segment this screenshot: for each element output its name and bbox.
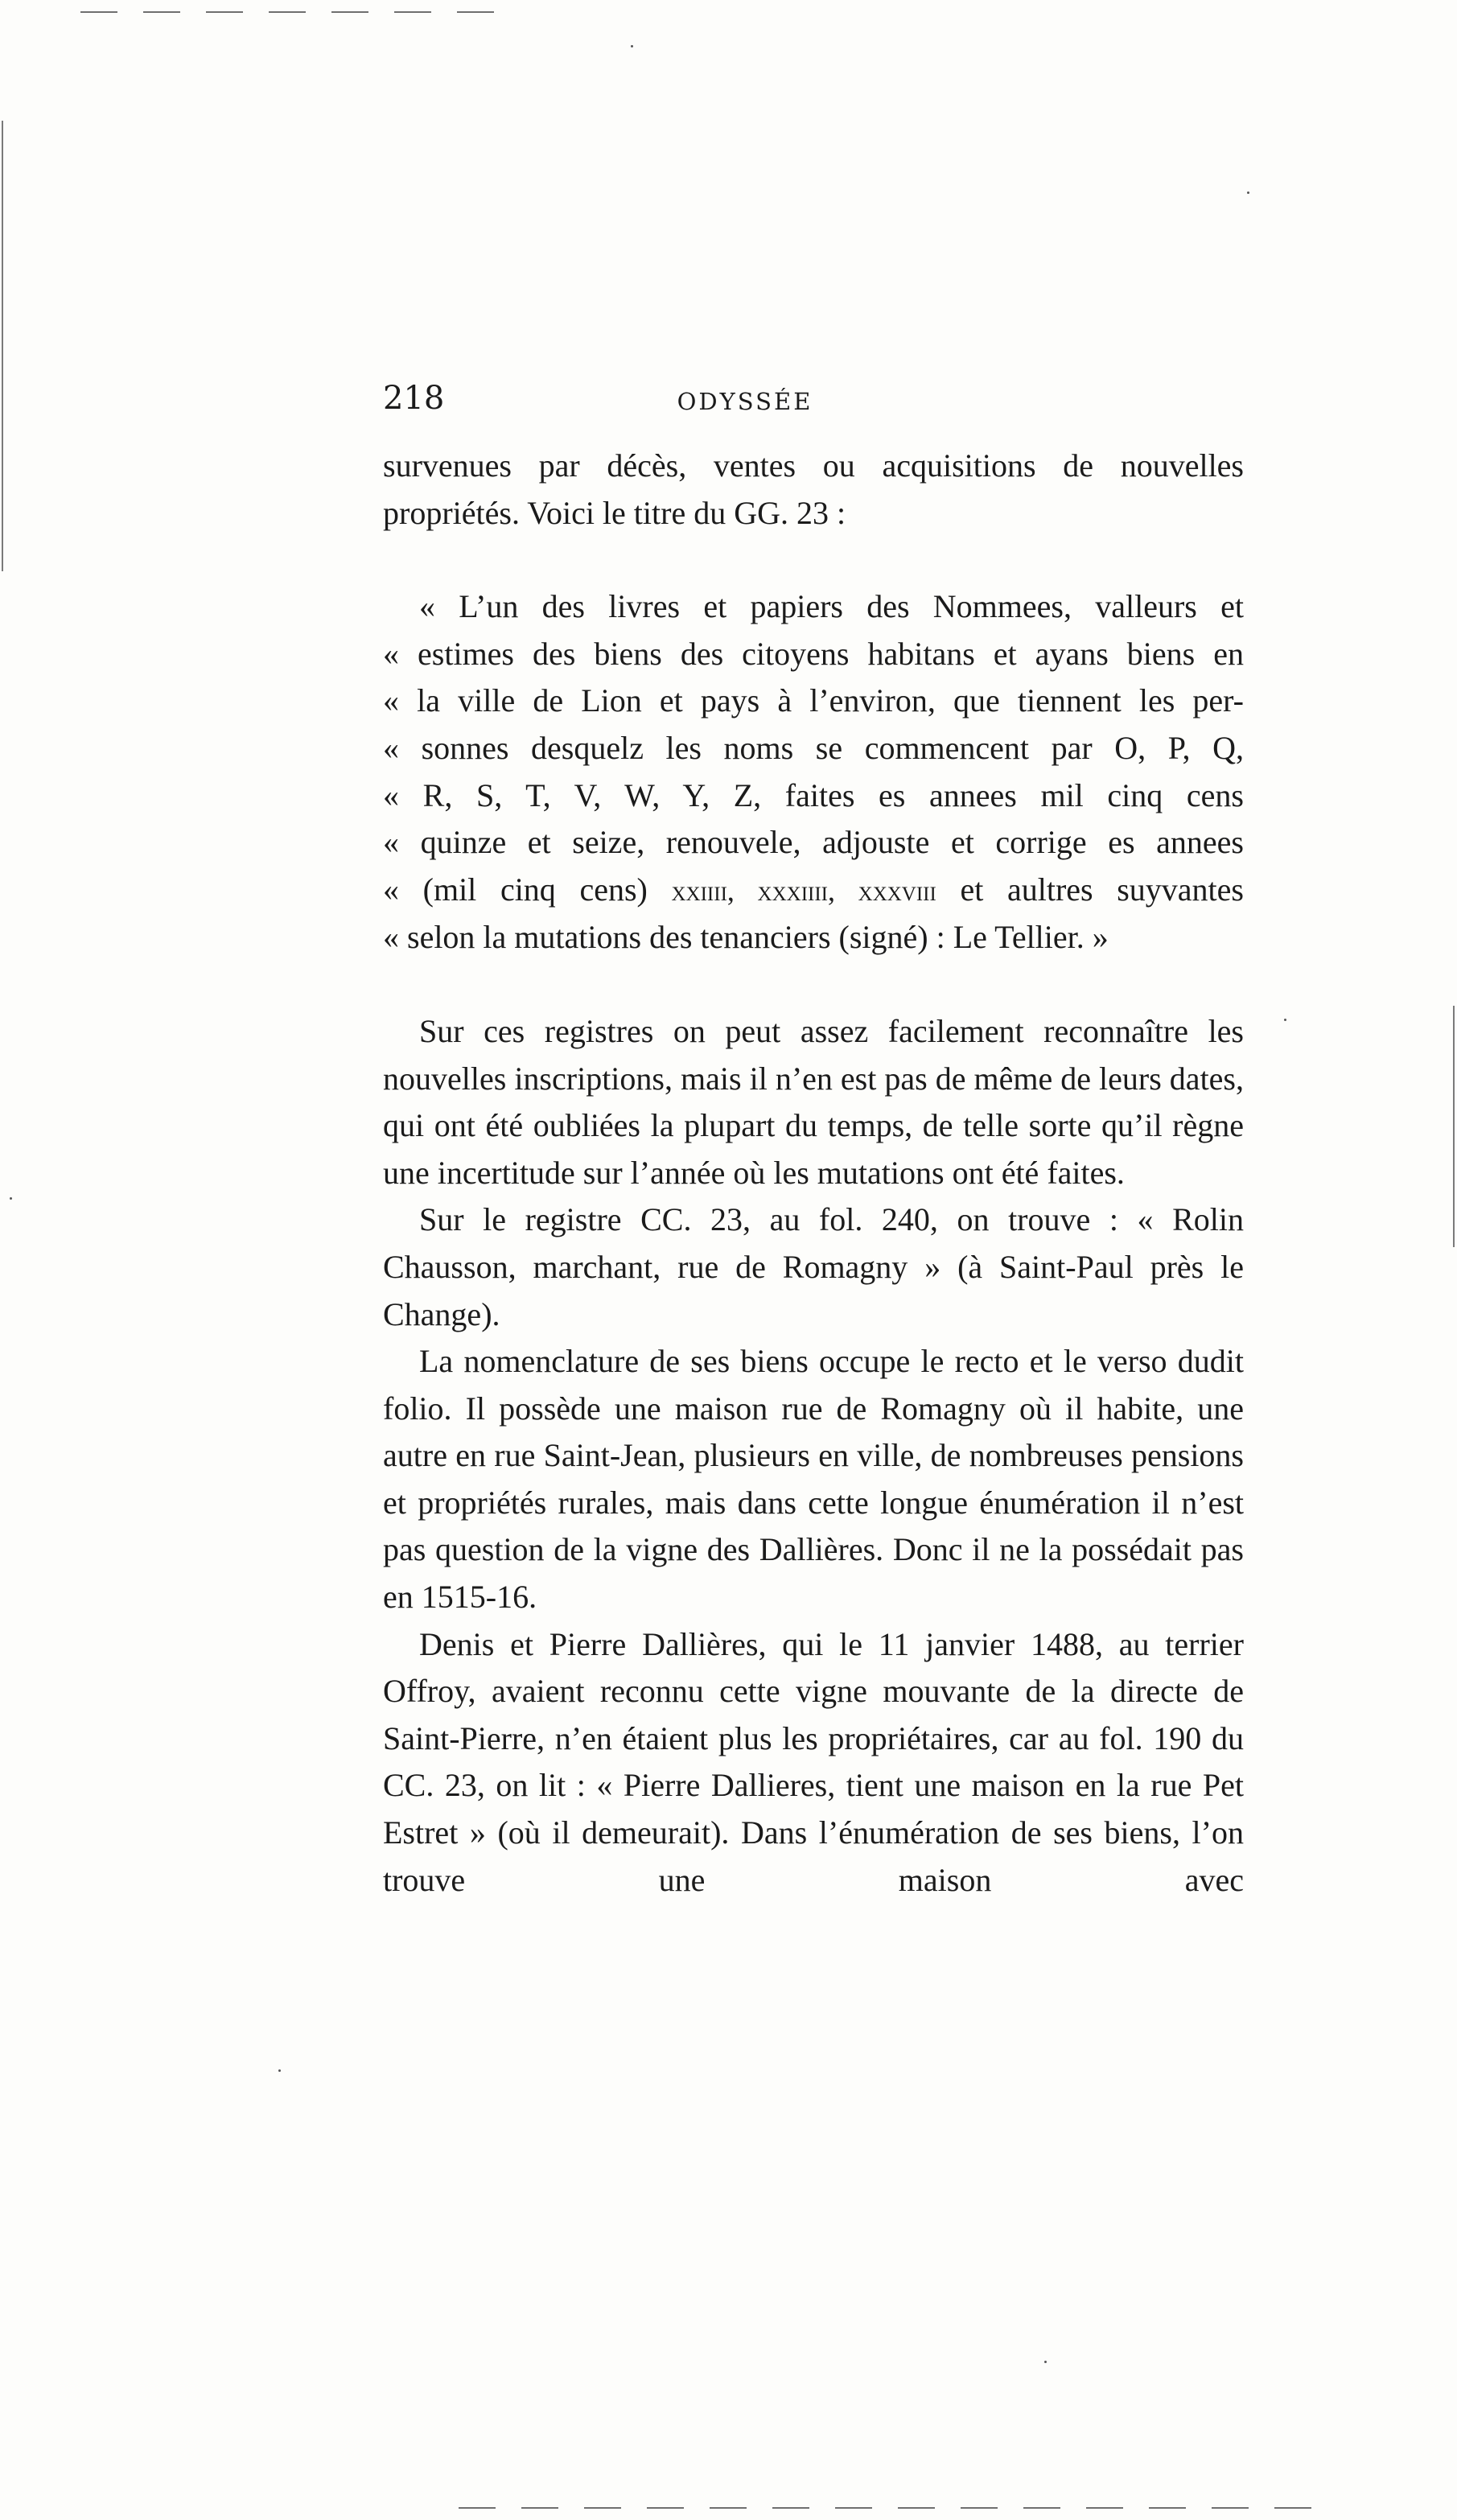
scan-speck bbox=[1044, 2361, 1047, 2363]
quote-line: « quinze et seize, renouvele, adjouste et corrige es annees bbox=[383, 824, 1244, 861]
scan-speck bbox=[1247, 191, 1249, 194]
quote-line-part: et aultres suyvantes bbox=[936, 871, 1244, 908]
page-number: 218 bbox=[383, 380, 445, 417]
roman-numerals: xxiiii, xxxiiii, xxxviii bbox=[671, 874, 936, 907]
quote-line: « selon la mutations des tenanciers (signé) : Le Tellier. » bbox=[383, 919, 1109, 956]
paragraph: La nomenclature de ses biens occupe le recto et le verso dudit folio. Il possède une maison rue de Romagny où il habite, une autre en rue Saint-Jean, plusieurs en ville, de nombreuses pensions et propriétés rurales, mais dans cette longue énumération il n’est pas question de la vigne des Dallières. Donc il ne la possédait pas en 1515-16. bbox=[383, 1343, 1244, 1616]
top-scan-dashes bbox=[80, 11, 499, 13]
running-title: ODYSSÉE bbox=[677, 388, 813, 415]
page-header bbox=[383, 378, 1107, 418]
left-margin-scan-line bbox=[2, 121, 3, 571]
bottom-scan-dashes bbox=[459, 2507, 1327, 2509]
paragraph: Sur ces registres on peut assez facilement reconnaître les nouvelles inscriptions, mais il n’en est pas de même de leurs dates, qui ont été oubliées la plupart du temps, de telle sorte qu’il règne une incertitude sur l’année où les mutations ont été faites. bbox=[383, 1012, 1244, 1191]
quote-line: « sonnes desquelz les noms se commencent par O, P, Q, bbox=[383, 729, 1244, 766]
quote-line-part: « (mil cinq cens) bbox=[383, 871, 672, 908]
block-quote bbox=[383, 583, 1244, 961]
quote-line: « R, S, T, V, W, Y, Z, faites es annees mil cinq cens bbox=[383, 776, 1244, 813]
paragraph-intro: survenues par décès, ventes ou acquisitions de nouvelles propriétés. Voici le titre du GG. 23 : bbox=[383, 447, 1244, 531]
quote-line: « estimes des biens des citoyens habitans et ayans biens en bbox=[383, 635, 1244, 672]
paragraph: Denis et Pierre Dallières, qui le 11 janvier 1488, au terrier Offroy, avaient reconnu cette vigne mouvante de la directe de Saint-Pierre, n’en étaient plus les propriétaires, car au fol. 190 du CC. 23, on lit : « Pierre Dallieres, tient une maison en la rue Pet Estret » (où il demeurait). Dans l’énumération de ses biens, l’on trouve une maison avec bbox=[383, 1625, 1244, 1898]
quote-line: « L’un des livres et papiers des Nommees, valleurs et bbox=[419, 588, 1244, 625]
body-text bbox=[383, 443, 1244, 1904]
quote-line bbox=[383, 867, 1244, 915]
scan-speck bbox=[631, 45, 633, 47]
quote-line: « la ville de Lion et pays à l’environ, que tiennent les per- bbox=[383, 682, 1244, 719]
scan-speck bbox=[10, 1197, 12, 1200]
paragraph: Sur le registre CC. 23, au fol. 240, on trouve : « Rolin Chausson, marchant, rue de Romagny » (à Saint-Paul près le Change). bbox=[383, 1201, 1244, 1332]
scan-speck bbox=[1284, 1019, 1286, 1021]
scan-speck bbox=[278, 2069, 281, 2072]
right-margin-scan-line-upper bbox=[1453, 1014, 1455, 1062]
